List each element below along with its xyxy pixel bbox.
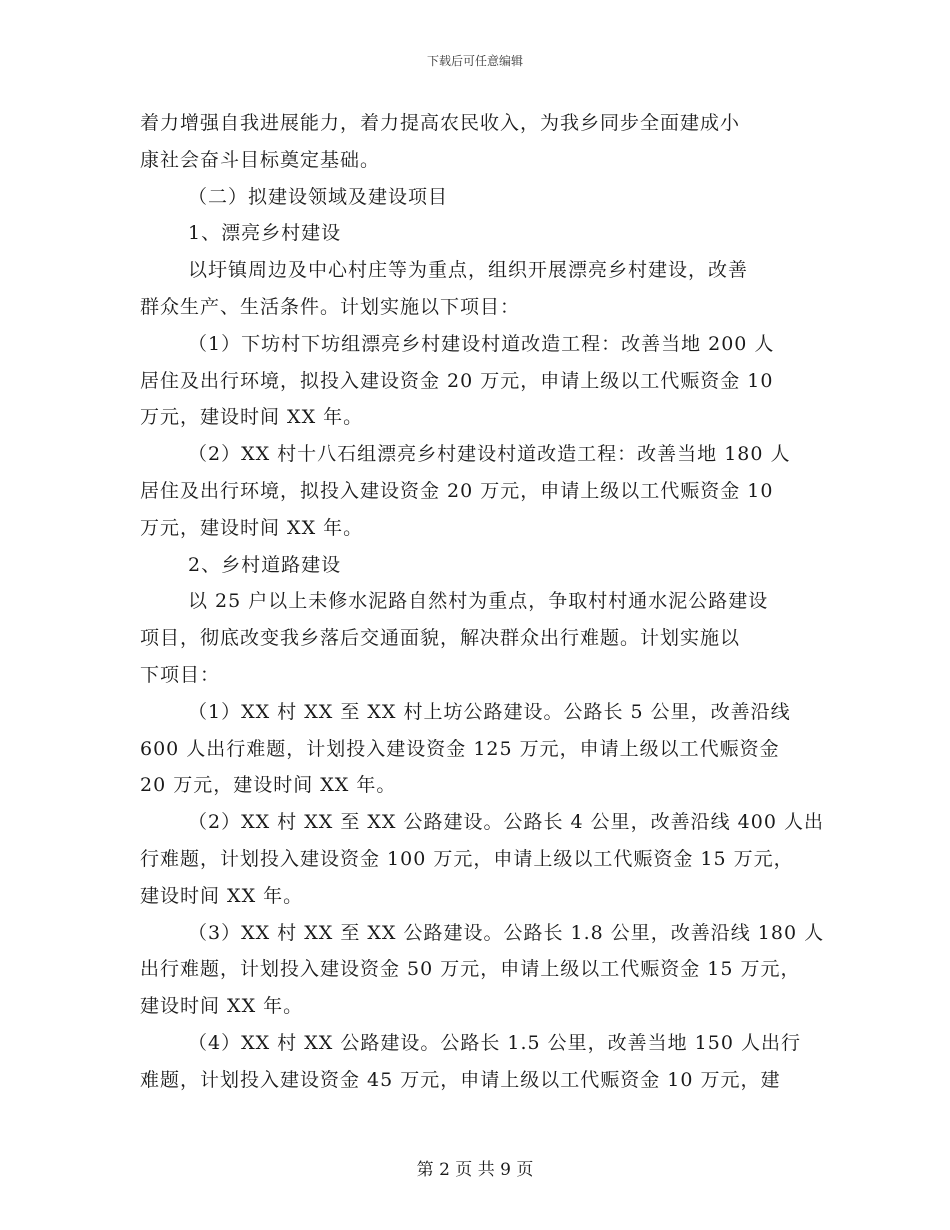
text-line: 以 25 户以上未修水泥路自然村为重点，争取村村通水泥公路建设 — [188, 590, 769, 613]
page-header: 下载后可任意编辑 — [426, 54, 523, 68]
text-line: （3）XX 村 XX 至 XX 公路建设。公路长 1.8 公里，改善沿线 180 人 — [188, 921, 825, 944]
text-line: 以圩镇周边及中心村庄等为重点，组织开展漂亮乡村建设，改善 — [188, 259, 749, 282]
text-line: （4）XX 村 XX 公路建设。公路长 1.5 公里，改善当地 150 人出行 — [188, 1031, 801, 1054]
document-body — [140, 105, 825, 1099]
text-line: 出行难题，计划投入建设资金 50 万元，申请上级以工代赈资金 15 万元， — [140, 958, 801, 981]
text-line: 2、乡村道路建设 — [188, 553, 342, 576]
page-number-footer: 第 2 页 共 9 页 — [416, 1160, 534, 1180]
text-line: （2）XX 村十八石组漂亮乡村建设村道改造工程：改善当地 180 人 — [188, 443, 791, 466]
text-line: 项目，彻底改变我乡落后交通面貌，解决群众出行难题。计划实施以 — [140, 627, 741, 650]
text-line: 居住及出行环境，拟投入建设资金 20 万元，申请上级以工代赈资金 10 — [140, 369, 774, 392]
text-line: 1、漂亮乡村建设 — [188, 222, 342, 245]
text-line: 下项目： — [140, 663, 221, 686]
text-line: 居住及出行环境，拟投入建设资金 20 万元，申请上级以工代赈资金 10 — [140, 479, 774, 502]
text-line: 600 人出行难题，计划投入建设资金 125 万元，申请上级以工代赈资金 — [140, 737, 780, 760]
text-line: 康社会奋斗目标奠定基础。 — [140, 148, 381, 171]
text-line: 20 万元，建设时间 XX 年。 — [140, 774, 397, 797]
text-line: 建设时间 XX 年。 — [140, 884, 304, 907]
text-line: （2）XX 村 XX 至 XX 公路建设。公路长 4 公里，改善沿线 400 人出 — [188, 811, 824, 834]
text-line: 万元，建设时间 XX 年。 — [140, 406, 364, 429]
text-line: 群众生产、生活条件。计划实施以下项目： — [140, 295, 521, 318]
text-line: （二）拟建设领域及建设项目 — [188, 185, 449, 208]
text-line: 行难题，计划投入建设资金 100 万元，申请上级以工代赈资金 15 万元， — [140, 847, 794, 870]
text-line: 建设时间 XX 年。 — [140, 995, 304, 1018]
text-line: 难题，计划投入建设资金 45 万元，申请上级以工代赈资金 10 万元，建 — [140, 1068, 781, 1091]
text-line: （1）下坊村下坊组漂亮乡村建设村道改造工程：改善当地 200 人 — [188, 332, 775, 355]
text-line: 万元，建设时间 XX 年。 — [140, 516, 364, 539]
text-line: （1）XX 村 XX 至 XX 村上坊公路建设。公路长 5 公里，改善沿线 — [188, 700, 791, 723]
text-line: 着力增强自我进展能力，着力提高农民收入，为我乡同步全面建成小 — [140, 112, 741, 134]
